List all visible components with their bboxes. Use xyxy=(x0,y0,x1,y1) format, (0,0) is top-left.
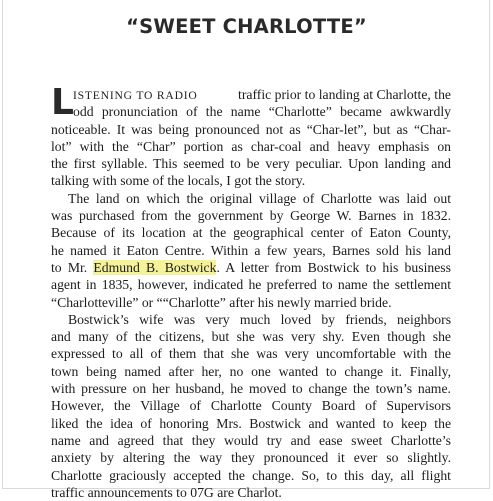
para3-line11: traffic announcements to 07G are Charlot. xyxy=(51,484,282,500)
para1-line2: odd pronunciation of the name “Charlotte” became awkwardly xyxy=(73,104,451,120)
para3-line6: However, the Village of Charlotte County Board of Supervisors xyxy=(51,398,452,414)
article-body xyxy=(51,82,452,501)
para3-line1: Bostwick’s wife was very much loved by friends, neighbors xyxy=(68,311,452,327)
para1-line1: ISTENING TO RADIO traffic prior to landing at Charlotte, the xyxy=(73,87,451,102)
para2-line2: was purchased from the government by George W. Barnes in 1832. xyxy=(51,208,452,224)
para1-line5: the first syllable. This seemed to be very peculiar. Upon landing and xyxy=(51,156,452,172)
para3-line5: with pressure on her husband, he moved to change the town’s name. xyxy=(51,381,451,397)
highlighted-name: Edmund B. Bostwick xyxy=(93,259,217,275)
para2-line3: Because of its location at the geographical center of Eaton County, xyxy=(51,225,452,241)
para3-line8: name and agreed that they would try and ease sweet Charlotte’s xyxy=(51,432,451,448)
para3-line4: town being named after her, no one wanted to change it. Finally, xyxy=(51,363,452,379)
para1-line4: lot” with the “Char” portion as char-coal and heavy emphasis on xyxy=(51,138,452,154)
para2-line4: he named it Eaton Centre. Within a few years, Barnes sold his land xyxy=(51,242,451,258)
para2-line7: “Charlotteville” or ““Charlotte” after his newly married bride. xyxy=(51,294,392,310)
para3-line7: liked the idea of honoring Mrs. Bostwick and wanted to keep the xyxy=(51,415,452,431)
drop-cap: L xyxy=(51,82,74,123)
para3-line10: Charlotte graciously accepted the change. So, to this day, all flight xyxy=(51,467,451,483)
para2-line5: to Mr. Edmund B. Bostwick. A letter from Bostwick to his business xyxy=(51,259,451,275)
para3-line9: anxiety by altering the way they pronounced it ever so slightly. xyxy=(51,450,452,466)
page-title: “SWEET CHARLOTTE” xyxy=(126,15,367,38)
para3-line2: and many of the citizens, but she was very shy. Even though she xyxy=(51,329,451,345)
opening-smallcaps: ISTENING TO RADIO xyxy=(73,89,198,102)
para1-line3: noticeable. It was being pronounced not as “Char-let”, but as “Char- xyxy=(51,121,451,137)
para1-line6: talking with some of the locals, I got the story. xyxy=(51,173,306,189)
para3-line3: expressed to all of them that she was very uncomfortable with the xyxy=(51,346,451,362)
para2-line6: agent in 1835, however, indicated he preferred to name the settlement xyxy=(51,277,451,293)
para2-line1: The land on which the original village of Charlotte was laid out xyxy=(68,190,452,206)
